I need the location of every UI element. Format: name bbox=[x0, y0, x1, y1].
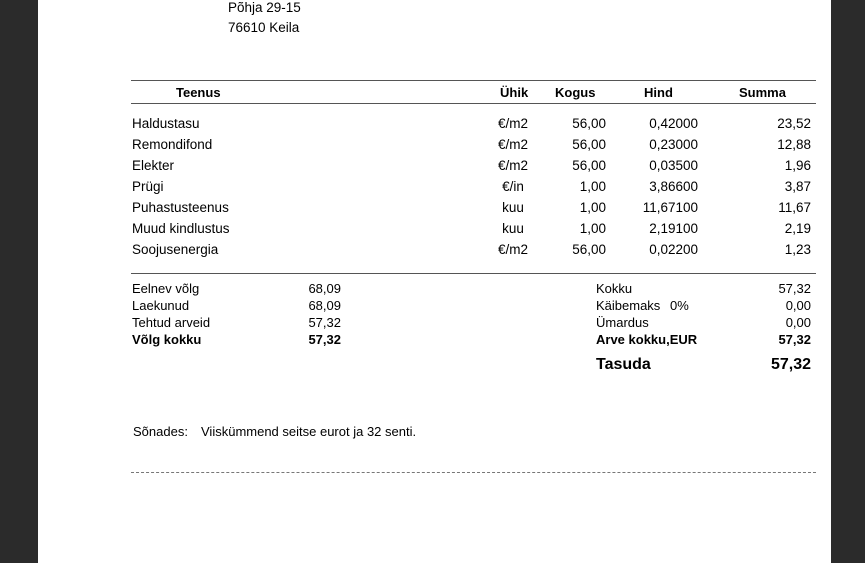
received-label: Laekunud bbox=[132, 298, 190, 313]
quantity-cell: 1,00 bbox=[579, 179, 606, 194]
invoice-total-value: 57,32 bbox=[778, 332, 811, 347]
unit-cell: €/m2 bbox=[497, 158, 528, 173]
sum-cell: 3,87 bbox=[784, 179, 811, 194]
table-row bbox=[38, 158, 831, 179]
quantity-cell: 1,00 bbox=[579, 200, 606, 215]
vat-value: 0,00 bbox=[785, 298, 811, 313]
previous-debt-value: 68,09 bbox=[308, 281, 341, 296]
sum-cell: 12,88 bbox=[777, 137, 811, 152]
price-cell: 2,19100 bbox=[649, 221, 698, 236]
address-city: 76610 Keila bbox=[228, 20, 300, 35]
table-row bbox=[38, 179, 831, 200]
address-street: Põhja 29-15 bbox=[228, 0, 301, 15]
unit-cell: €/m2 bbox=[497, 137, 528, 152]
quantity-cell: 56,00 bbox=[572, 116, 606, 131]
price-cell: 11,67100 bbox=[642, 200, 698, 215]
sum-cell: 2,19 bbox=[784, 221, 811, 236]
header-price: Hind bbox=[644, 85, 673, 100]
header-unit: Ühik bbox=[500, 85, 529, 100]
summary-row bbox=[38, 281, 831, 298]
unit-cell: kuu bbox=[502, 221, 524, 236]
service-cell: Remondifond bbox=[132, 137, 213, 152]
price-cell: 0,42000 bbox=[649, 116, 698, 131]
unit-cell: €/in bbox=[502, 179, 524, 194]
sum-value: 57,32 bbox=[778, 281, 811, 296]
service-cell: Elekter bbox=[132, 158, 175, 173]
service-cell: Haldustasu bbox=[132, 116, 200, 131]
unit-cell: €/m2 bbox=[497, 242, 528, 257]
sum-cell: 1,23 bbox=[784, 242, 811, 257]
invoiced-value: 57,32 bbox=[308, 315, 341, 330]
invoice-total-label: Arve kokku,EUR bbox=[596, 332, 698, 347]
in-words-label: Sõnades: bbox=[133, 424, 188, 439]
table-row bbox=[38, 242, 831, 263]
service-cell: Prügi bbox=[132, 179, 164, 194]
in-words-text: Viiskümmend seitse eurot ja 32 senti. bbox=[201, 424, 417, 439]
sum-cell: 1,96 bbox=[784, 158, 811, 173]
quantity-cell: 56,00 bbox=[572, 242, 606, 257]
header-service: Teenus bbox=[176, 85, 221, 100]
table-top-rule bbox=[131, 80, 816, 81]
vat-label: Käibemaks bbox=[596, 298, 661, 313]
table-header-rule bbox=[131, 103, 816, 104]
to-pay-label: Tasuda bbox=[596, 356, 651, 373]
to-pay-value: 57,32 bbox=[770, 356, 811, 373]
sum-cell: 23,52 bbox=[777, 116, 811, 131]
unit-cell: kuu bbox=[502, 200, 524, 215]
invoiced-label: Tehtud arveid bbox=[132, 315, 211, 330]
rounding-label: Ümardus bbox=[596, 315, 649, 330]
quantity-cell: 56,00 bbox=[572, 137, 606, 152]
debt-total-label: Võlg kokku bbox=[132, 332, 202, 347]
rounding-value: 0,00 bbox=[785, 315, 811, 330]
table-row bbox=[38, 116, 831, 137]
summary-row bbox=[38, 298, 831, 315]
unit-cell: €/m2 bbox=[497, 116, 528, 131]
summary-row bbox=[38, 332, 831, 349]
service-cell: Muud kindlustus bbox=[132, 221, 230, 236]
table-row bbox=[38, 137, 831, 158]
quantity-cell: 1,00 bbox=[579, 221, 606, 236]
header-quantity: Kogus bbox=[555, 85, 596, 100]
table-row bbox=[38, 221, 831, 242]
service-cell: Soojusenergia bbox=[132, 242, 219, 257]
price-cell: 0,02200 bbox=[649, 242, 698, 257]
price-cell: 3,86600 bbox=[649, 179, 698, 194]
previous-debt-label: Eelnev võlg bbox=[132, 281, 200, 296]
summary-row bbox=[38, 315, 831, 332]
sum-cell: 11,67 bbox=[778, 200, 811, 215]
invoice-page bbox=[38, 0, 831, 563]
vat-percent: 0% bbox=[670, 298, 689, 313]
header-sum: Summa bbox=[739, 85, 786, 100]
sum-label: Kokku bbox=[596, 281, 633, 296]
quantity-cell: 56,00 bbox=[572, 158, 606, 173]
table-bottom-rule bbox=[131, 273, 816, 274]
cut-line bbox=[131, 472, 816, 473]
service-cell: Puhastusteenus bbox=[132, 200, 229, 215]
price-cell: 0,03500 bbox=[649, 158, 698, 173]
table-row bbox=[38, 200, 831, 221]
received-value: 68,09 bbox=[308, 298, 341, 313]
price-cell: 0,23000 bbox=[649, 137, 698, 152]
debt-total-value: 57,32 bbox=[308, 332, 341, 347]
